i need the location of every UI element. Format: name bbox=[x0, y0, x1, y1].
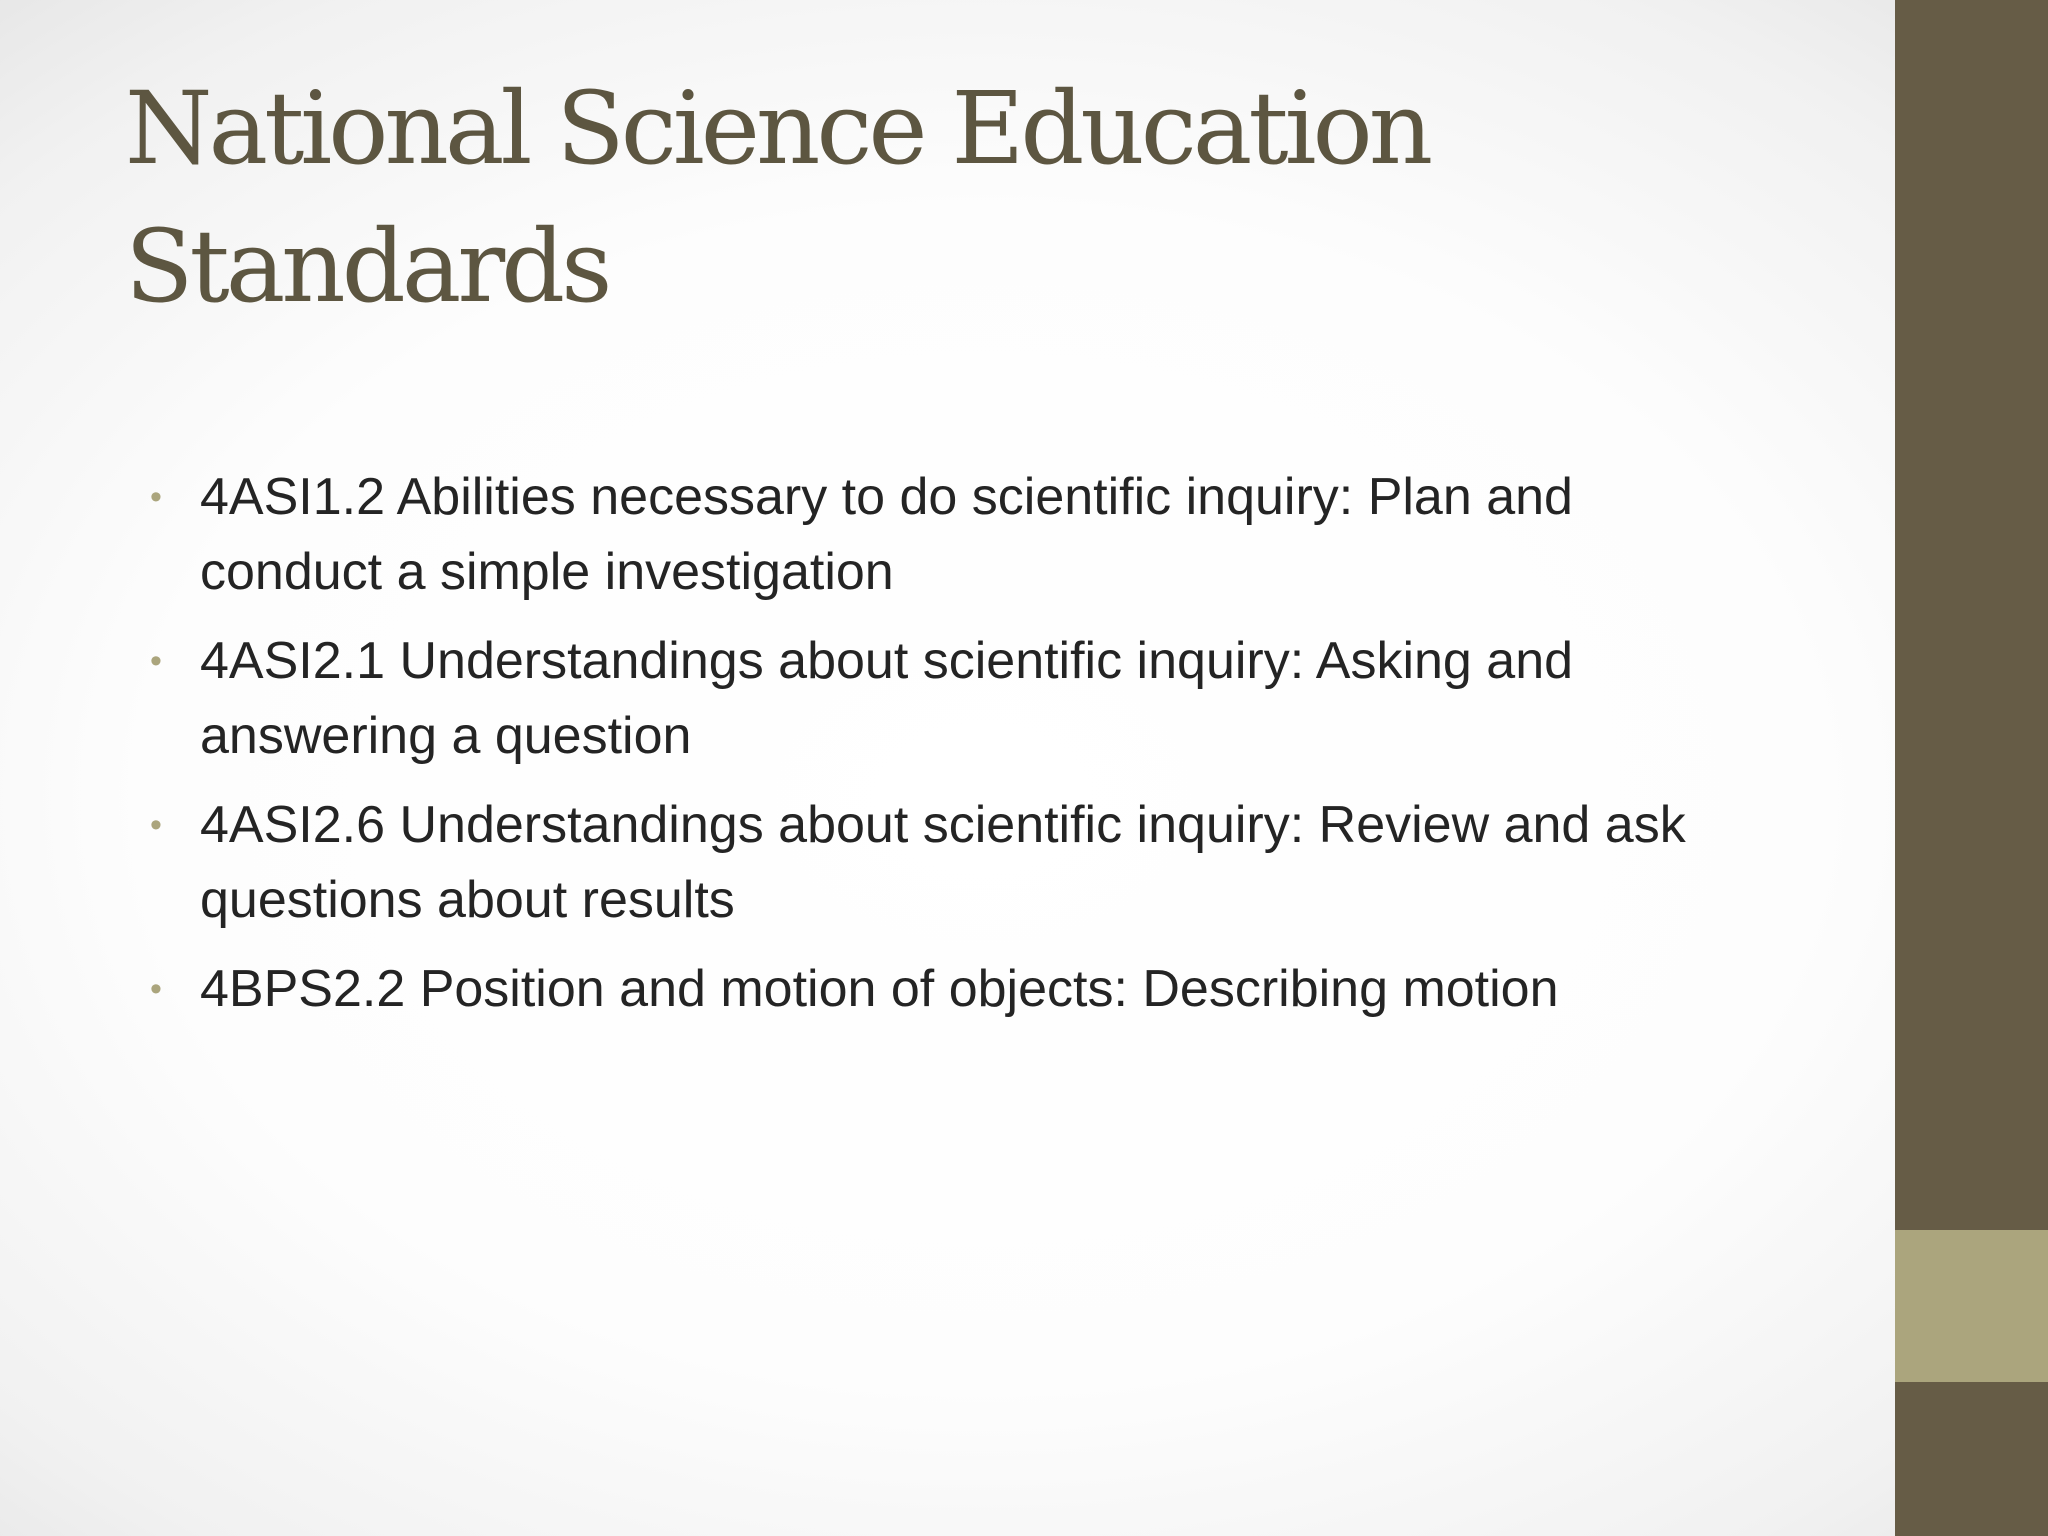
bullet-dot-icon: • bbox=[150, 642, 162, 680]
bullet-dot-icon: • bbox=[150, 970, 162, 1008]
bullet-list bbox=[150, 460, 1750, 1041]
bullet-text: 4BPS2.2 Position and motion of objects: Describing motion bbox=[200, 960, 1559, 1018]
bullet-text: 4ASI2.1 Understandings about scientific inquiry: Asking and answering a question bbox=[200, 632, 1574, 765]
bullet-text: 4ASI2.6 Understandings about scientific inquiry: Review and ask questions about results bbox=[200, 796, 1686, 929]
bullet-dot-icon: • bbox=[150, 806, 162, 844]
bullet-item bbox=[150, 952, 1750, 1027]
bullet-item bbox=[150, 788, 1750, 938]
bullet-item bbox=[150, 460, 1750, 610]
bullet-text: 4ASI1.2 Abilities necessary to do scientific inquiry: Plan and conduct a simple investigation bbox=[200, 468, 1573, 601]
bullet-item bbox=[150, 624, 1750, 774]
side-accent-block bbox=[1895, 1230, 2048, 1382]
bullet-dot-icon: • bbox=[150, 478, 162, 516]
slide-title: National Science Education Standards bbox=[125, 70, 1430, 325]
